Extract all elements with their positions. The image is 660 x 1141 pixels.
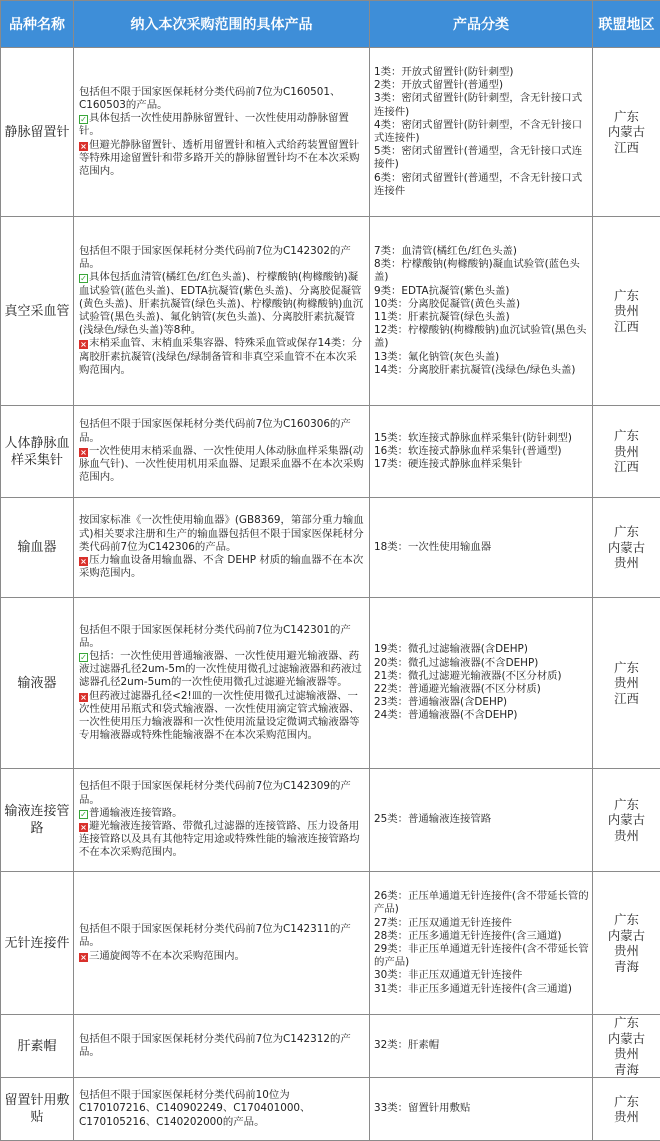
region-item: 贵州 [593, 943, 660, 959]
region-cell [593, 1078, 660, 1141]
scope-cell [74, 217, 370, 406]
scope-paragraph [79, 139, 365, 179]
cross-box-icon: × [79, 823, 88, 832]
scope-text: 具体包括一次性使用静脉留置针、一次性使用动静脉留置针。 [79, 112, 349, 137]
class-item: 13类：氟化钠管(灰色头盖) [374, 351, 589, 364]
class-cell [370, 769, 593, 872]
scope-paragraph [79, 245, 365, 271]
table-row [1, 1015, 660, 1078]
table-row [1, 498, 660, 598]
scope-cell [74, 1078, 370, 1141]
region-item: 内蒙古 [593, 124, 660, 140]
scope-text: 普通输液连接管路。 [89, 807, 183, 819]
cross-box-icon: × [79, 340, 88, 349]
class-cell [370, 406, 593, 498]
scope-paragraph [79, 271, 365, 337]
class-item: 10类：分离胶促凝管(黄色头盖) [374, 298, 589, 311]
class-item: 8类：柠檬酸钠(枸橼酸钠)凝血试验管(蓝色头盖) [374, 258, 589, 284]
table-row [1, 48, 660, 217]
region-cell [593, 769, 660, 872]
scope-text: 末梢采血管、末梢血采集容器、特殊采血管或保存14类：分离胶肝素抗凝管(浅绿色/绿制备管和非真空采血管不在本次采购范围内。 [79, 337, 362, 375]
scope-text: 三通旋阀等不在本次采购范围内。 [89, 950, 245, 962]
region-item: 贵州 [593, 675, 660, 691]
scope-text: 包括但不限于国家医保耗材分类代码前10位为C170107216、C140902249、C170401000、C170105216、C140202000的产品。 [79, 1089, 310, 1127]
region-cell [593, 598, 660, 769]
class-item: 1类：开放式留置针(防针刺型) [374, 66, 589, 79]
class-item: 31类：非正压多通道无针连接件(含三通道) [374, 983, 589, 996]
class-item: 33类：留置针用敷贴 [374, 1102, 589, 1115]
table-row [1, 217, 660, 406]
header-products-scope: 纳入本次采购范围的具体产品 [74, 1, 370, 48]
scope-text: 具体包括血清管(橘红色/红色头盖)、柠檬酸钠(枸橼酸钠)凝血试验管(蓝色头盖)、EDTA抗凝管(紫色头盖)、分离胶促凝管(黄色头盖)、肝素抗凝管(绿色头盖)、柠檬酸钠(枸橼酸钠)血沉试验管(黑色头盖)、氟化钠管(灰色头盖)、分离胶肝素抗凝管(浅绿色/绿色头盖)等8种。 [79, 271, 363, 336]
region-item: 青海 [593, 1062, 660, 1078]
class-item: 27类：正压双通道无针连接件 [374, 917, 589, 930]
cross-box-icon: × [79, 953, 88, 962]
class-item: 4类：密闭式留置针(防针刺型，不含无针接口式连接件) [374, 119, 589, 145]
cross-box-icon: × [79, 557, 88, 566]
region-item: 内蒙古 [593, 540, 660, 556]
region-item: 贵州 [593, 1046, 660, 1062]
region-item: 广东 [593, 428, 660, 444]
scope-paragraph [79, 86, 365, 112]
scope-text: 但药液过滤器孔径<2!皿的一次性使用微孔过滤输液器、一次性使用吊瓶式和袋式输液器、一次性使用滴定管式输液器、一次性使用压力输液器和一次性使用流量设定微调式输液器等专用输液器或特殊性能输液器不在本次采购范围内。 [79, 690, 360, 742]
scope-paragraph [79, 820, 365, 860]
table-row [1, 769, 660, 872]
variety-name-cell: 真空采血管 [1, 217, 74, 406]
class-item: 17类：硬连接式静脉血样采集针 [374, 458, 589, 471]
scope-paragraph [79, 650, 365, 690]
region-item: 广东 [593, 288, 660, 304]
class-item: 5类：密闭式留置针(普通型，含无针接口式连接件) [374, 145, 589, 171]
variety-name-cell: 输液连接管路 [1, 769, 74, 872]
header-variety-name: 品种名称 [1, 1, 74, 48]
class-item: 6类：密闭式留置针(普通型，不含无针接口式连接件 [374, 172, 589, 198]
class-item: 26类：正压单通道无针连接件(含不带延长管的产品) [374, 890, 589, 916]
scope-paragraph [79, 624, 365, 650]
checkbox-checked-icon: ✓ [79, 274, 88, 283]
scope-paragraph [79, 1089, 365, 1129]
region-item: 贵州 [593, 555, 660, 571]
region-item: 贵州 [593, 303, 660, 319]
scope-paragraph [79, 514, 365, 554]
region-cell [593, 1015, 660, 1078]
header-row [1, 1, 660, 48]
class-item: 32类：肝素帽 [374, 1039, 589, 1052]
scope-text: 避光输液连接管路、带微孔过滤器的连接管路、压力设备用连接管路以及具有其他特定用途或特殊性能的输液连接管路均不在本次采购范围内。 [79, 820, 360, 858]
class-cell [370, 1015, 593, 1078]
scope-paragraph [79, 950, 365, 963]
class-cell [370, 1078, 593, 1141]
scope-paragraph [79, 780, 365, 806]
scope-cell [74, 406, 370, 498]
class-cell [370, 598, 593, 769]
scope-text: 包括但不限于国家医保耗材分类代码前7位为C142302的产品。 [79, 245, 351, 270]
scope-paragraph [79, 418, 365, 444]
region-item: 江西 [593, 691, 660, 707]
scope-text: 包括但不限于国家医保耗材分类代码前7位为C142309的产品。 [79, 780, 351, 805]
header-product-class: 产品分类 [370, 1, 593, 48]
region-item: 广东 [593, 1015, 660, 1031]
region-cell [593, 48, 660, 217]
class-item: 30类：非正压双通道无针连接件 [374, 969, 589, 982]
region-item: 广东 [593, 524, 660, 540]
scope-text: 压力输血设备用输血器、不含 DEHP 材质的输血器不在本次采购范围内。 [79, 554, 363, 579]
class-item: 7类：血清管(橘红色/红色头盖) [374, 245, 589, 258]
region-item: 贵州 [593, 444, 660, 460]
region-item: 江西 [593, 319, 660, 335]
class-item: 2类：开放式留置针(普通型) [374, 79, 589, 92]
scope-cell [74, 48, 370, 217]
region-cell [593, 406, 660, 498]
region-item: 青海 [593, 959, 660, 975]
table-row [1, 872, 660, 1015]
checkbox-checked-icon: ✓ [79, 653, 88, 662]
variety-name-cell: 静脉留置针 [1, 48, 74, 217]
scope-cell [74, 769, 370, 872]
variety-name-cell: 无针连接件 [1, 872, 74, 1015]
region-item: 广东 [593, 660, 660, 676]
cross-box-icon: × [79, 448, 88, 457]
scope-paragraph [79, 554, 365, 580]
table-row [1, 598, 660, 769]
class-item: 16类：软连接式静脉血样采集针(普通型) [374, 445, 589, 458]
class-item: 24类：普通输液器(不含DEHP) [374, 709, 589, 722]
class-item: 28类：正压多通道无针连接件(含三通道) [374, 930, 589, 943]
scope-paragraph [79, 923, 365, 949]
variety-name-cell: 输血器 [1, 498, 74, 598]
scope-cell [74, 598, 370, 769]
region-cell [593, 217, 660, 406]
variety-name-cell: 人体静脉血样采集针 [1, 406, 74, 498]
region-cell [593, 498, 660, 598]
class-item: 12类：柠檬酸钠(枸橼酸钠)血沉试验管(黑色头盖) [374, 324, 589, 350]
scope-paragraph [79, 112, 365, 138]
region-item: 广东 [593, 1094, 660, 1110]
region-item: 内蒙古 [593, 812, 660, 828]
class-item: 3类：密闭式留置针(防针刺型，含无针接口式连接件) [374, 92, 589, 118]
scope-text: 包括但不限于国家医保耗材分类代码前7位为C160306的产品。 [79, 418, 351, 443]
scope-cell [74, 1015, 370, 1078]
region-item: 内蒙古 [593, 1031, 660, 1047]
class-item: 21类：微孔过滤避光输液器(不区分材质) [374, 670, 589, 683]
class-item: 14类：分离胶肝素抗凝管(浅绿色/绿色头盖) [374, 364, 589, 377]
scope-text: 按国家标准《一次性使用输血器》(GB8369，第部分重力输血式)相关要求注册和生产的输血器包括但不限于国家医保耗材分类代码前7位为C142306的产品。 [79, 514, 364, 552]
region-item: 贵州 [593, 1109, 660, 1125]
class-item: 9类：EDTA抗凝管(紫色头盖) [374, 285, 589, 298]
class-item: 15类：软连接式静脉血样采集针(防针刺型) [374, 432, 589, 445]
scope-text: 包括但不限于国家医保耗材分类代码前7位为C142312的产品。 [79, 1033, 351, 1058]
checkbox-checked-icon: ✓ [79, 115, 88, 124]
variety-name-cell: 输液器 [1, 598, 74, 769]
header-alliance-region: 联盟地区 [593, 1, 660, 48]
class-cell [370, 217, 593, 406]
region-item: 内蒙古 [593, 928, 660, 944]
table-row [1, 406, 660, 498]
class-item: 11类：肝素抗凝管(绿色头盖) [374, 311, 589, 324]
region-cell [593, 872, 660, 1015]
class-item: 22类：普通避光输液器(不区分材质) [374, 683, 589, 696]
region-item: 广东 [593, 912, 660, 928]
region-item: 江西 [593, 140, 660, 156]
region-item: 广东 [593, 797, 660, 813]
scope-text: 一次性使用末梢采血器、一次性使用人体动脉血样采集器(动脉血气针)、一次性使用机用采血器、足跟采血器不在本次采购范围内。 [79, 445, 364, 483]
scope-paragraph [79, 807, 365, 820]
class-cell [370, 498, 593, 598]
scope-text: 包括：一次性使用普通输液器、一次性使用避光输液器、药液过滤器孔径2um-5m的一次性使用微孔过滤输液器和药液过滤器孔径2um-5um的一次性使用微孔过滤避光输液器等。 [79, 650, 362, 688]
table-row [1, 1078, 660, 1141]
scope-paragraph [79, 337, 365, 377]
scope-cell [74, 498, 370, 598]
scope-paragraph [79, 690, 365, 743]
cross-box-icon: × [79, 693, 88, 702]
scope-text: 但避光静脉留置针、透析用留置针和植入式给药装置留置针等特殊用途留置针和带多路开关的静脉留置针均不在本次采购范围内。 [79, 139, 360, 177]
class-item: 25类：普通输液连接管路 [374, 813, 589, 826]
class-item: 23类：普通输液器(含DEHP) [374, 696, 589, 709]
checkbox-checked-icon: ✓ [79, 810, 88, 819]
scope-text: 包括但不限于国家医保耗材分类代码前7位为C142311的产品。 [79, 923, 351, 948]
class-item: 18类：一次性使用输血器 [374, 541, 589, 554]
class-item: 29类：非正压单通道无针连接件(含不带延长管的产品) [374, 943, 589, 969]
scope-cell [74, 872, 370, 1015]
variety-name-cell: 留置针用敷贴 [1, 1078, 74, 1141]
variety-name-cell: 肝素帽 [1, 1015, 74, 1078]
region-item: 广东 [593, 109, 660, 125]
scope-text: 包括但不限于国家医保耗材分类代码前7位为C160501、C160503的产品。 [79, 86, 340, 111]
class-item: 19类：微孔过滤输液器(含DEHP) [374, 643, 589, 656]
class-cell [370, 48, 593, 217]
scope-paragraph [79, 445, 365, 485]
scope-text: 包括但不限于国家医保耗材分类代码前7位为C142301的产品。 [79, 624, 351, 649]
scope-paragraph [79, 1033, 365, 1059]
class-item: 20类：微孔过滤输液器(不含DEHP) [374, 657, 589, 670]
class-cell [370, 872, 593, 1015]
cross-box-icon: × [79, 142, 88, 151]
region-item: 贵州 [593, 828, 660, 844]
region-item: 江西 [593, 459, 660, 475]
